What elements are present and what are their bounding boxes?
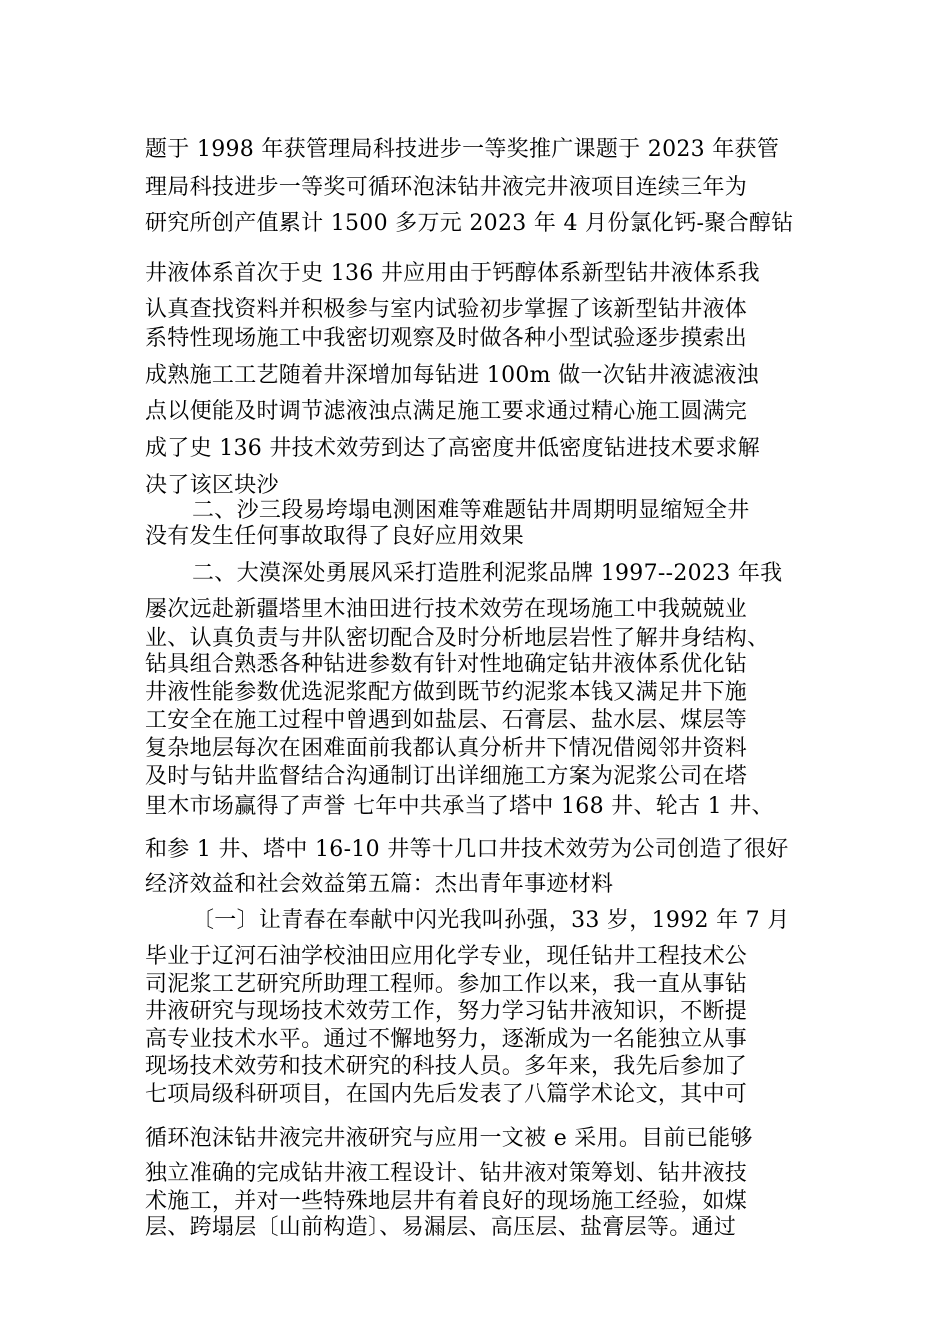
- paragraph-start-line: 〔一〕让青春在奉献中闪光我叫孙强，33 岁，1992 年 7 月: [192, 908, 790, 933]
- text-line: 独立准确的完成钻井液工程设计、钻井液对策筹划、钻井液技: [145, 1161, 748, 1186]
- text-line: 术施工，并对一些特殊地层井有着良好的现场施工经验，如煤: [145, 1189, 748, 1214]
- text-line: 复杂地层每次在困难面前我都认真分析井下情况借阅邻井资料: [145, 736, 748, 761]
- text-line: 钻具组合熟悉各种钻进参数有针对性地确定钻井液体系优化钻: [145, 652, 748, 677]
- text-line: 司泥浆工艺研究所助理工程师。参加工作以来，我一直从事钻: [145, 972, 748, 997]
- text-line: 屡次远赴新疆塔里木油田进行技术效劳在现场施工中我兢兢业: [145, 597, 748, 622]
- text-line: 层、跨塌层〔山前构造〕、易漏层、高压层、盐膏层等。通过: [145, 1215, 737, 1240]
- paragraph-start-line: 二、大漠深处勇展风采打造胜利泥浆品牌 1997--2023 年我: [192, 561, 783, 586]
- text-line: 高专业技术水平。通过不懈地努力，逐渐成为一名能独立从事: [145, 1027, 748, 1052]
- text-line: 及时与钻井监督结合沟通制订出详细施工方案为泥浆公司在塔: [145, 764, 748, 789]
- text-line: 点以便能及时调节滤液浊点满足施工要求通过精心施工圆满完: [145, 399, 748, 424]
- text-line: 毕业于辽河石油学校油田应用化学专业，现任钻井工程技术公: [145, 944, 748, 969]
- text-line: 成了史 136 井技术效劳到达了高密度井低密度钻进技术要求解: [145, 436, 760, 461]
- text-line: 题于 1998 年获管理局科技进步一等奖推广课题于 2023 年获管: [145, 137, 780, 162]
- text-line: 循环泡沫钻井液完井液研究与应用一文被 e 采用。目前已能够: [145, 1126, 753, 1151]
- text-line: 成熟施工工艺随着井深增加每钻进 100m 做一次钻井液滤液浊: [145, 363, 759, 388]
- text-line: 里木市场赢得了声誉 七年中共承当了塔中 168 井、轮古 1 井、: [145, 794, 774, 819]
- text-line: 和参 1 井、塔中 16-10 井等十几口井技术效劳为公司创造了很好: [145, 837, 789, 862]
- text-line: 系特性现场施工中我密切观察及时做各种小型试验逐步摸索出: [145, 326, 748, 351]
- text-line: 现场技术效劳和技术研究的科技人员。多年来，我先后参加了: [145, 1054, 748, 1079]
- text-line: 认真查找资料并积极参与室内试验初步掌握了该新型钻井液体: [145, 297, 748, 322]
- text-line: 决了该区块沙: [145, 473, 279, 498]
- text-line: 七项局级科研项目，在国内先后发表了八篇学术论文，其中可: [145, 1082, 748, 1107]
- text-line: 理局科技进步一等奖可循环泡沫钻井液完井液项目连续三年为: [145, 175, 748, 200]
- text-line: 经济效益和社会效益第五篇：杰出青年事迹材料: [145, 872, 614, 897]
- text-line: 业、认真负责与井队密切配合及时分析地层岩性了解井身结构、: [145, 626, 770, 651]
- paragraph-start-line: 二、沙三段易垮塌电测困难等难题钻井周期明显缩短全井: [192, 498, 750, 523]
- text-line: 没有发生任何事故取得了良好应用效果: [145, 524, 525, 549]
- text-line: 研究所创产值累计 1500 多万元 2023 年 4 月份氯化钙-聚合醇钻: [145, 211, 794, 236]
- text-line: 井液体系首次于史 136 井应用由于钙醇体系新型钻井液体系我: [145, 261, 760, 286]
- text-line: 井液研究与现场技术效劳工作，努力学习钻井液知识，不断提: [145, 999, 748, 1024]
- text-line: 工安全在施工过程中曾遇到如盐层、石膏层、盐水层、煤层等: [145, 708, 748, 733]
- text-line: 井液性能参数优选泥浆配方做到既节约泥浆本钱又满足井下施: [145, 680, 748, 705]
